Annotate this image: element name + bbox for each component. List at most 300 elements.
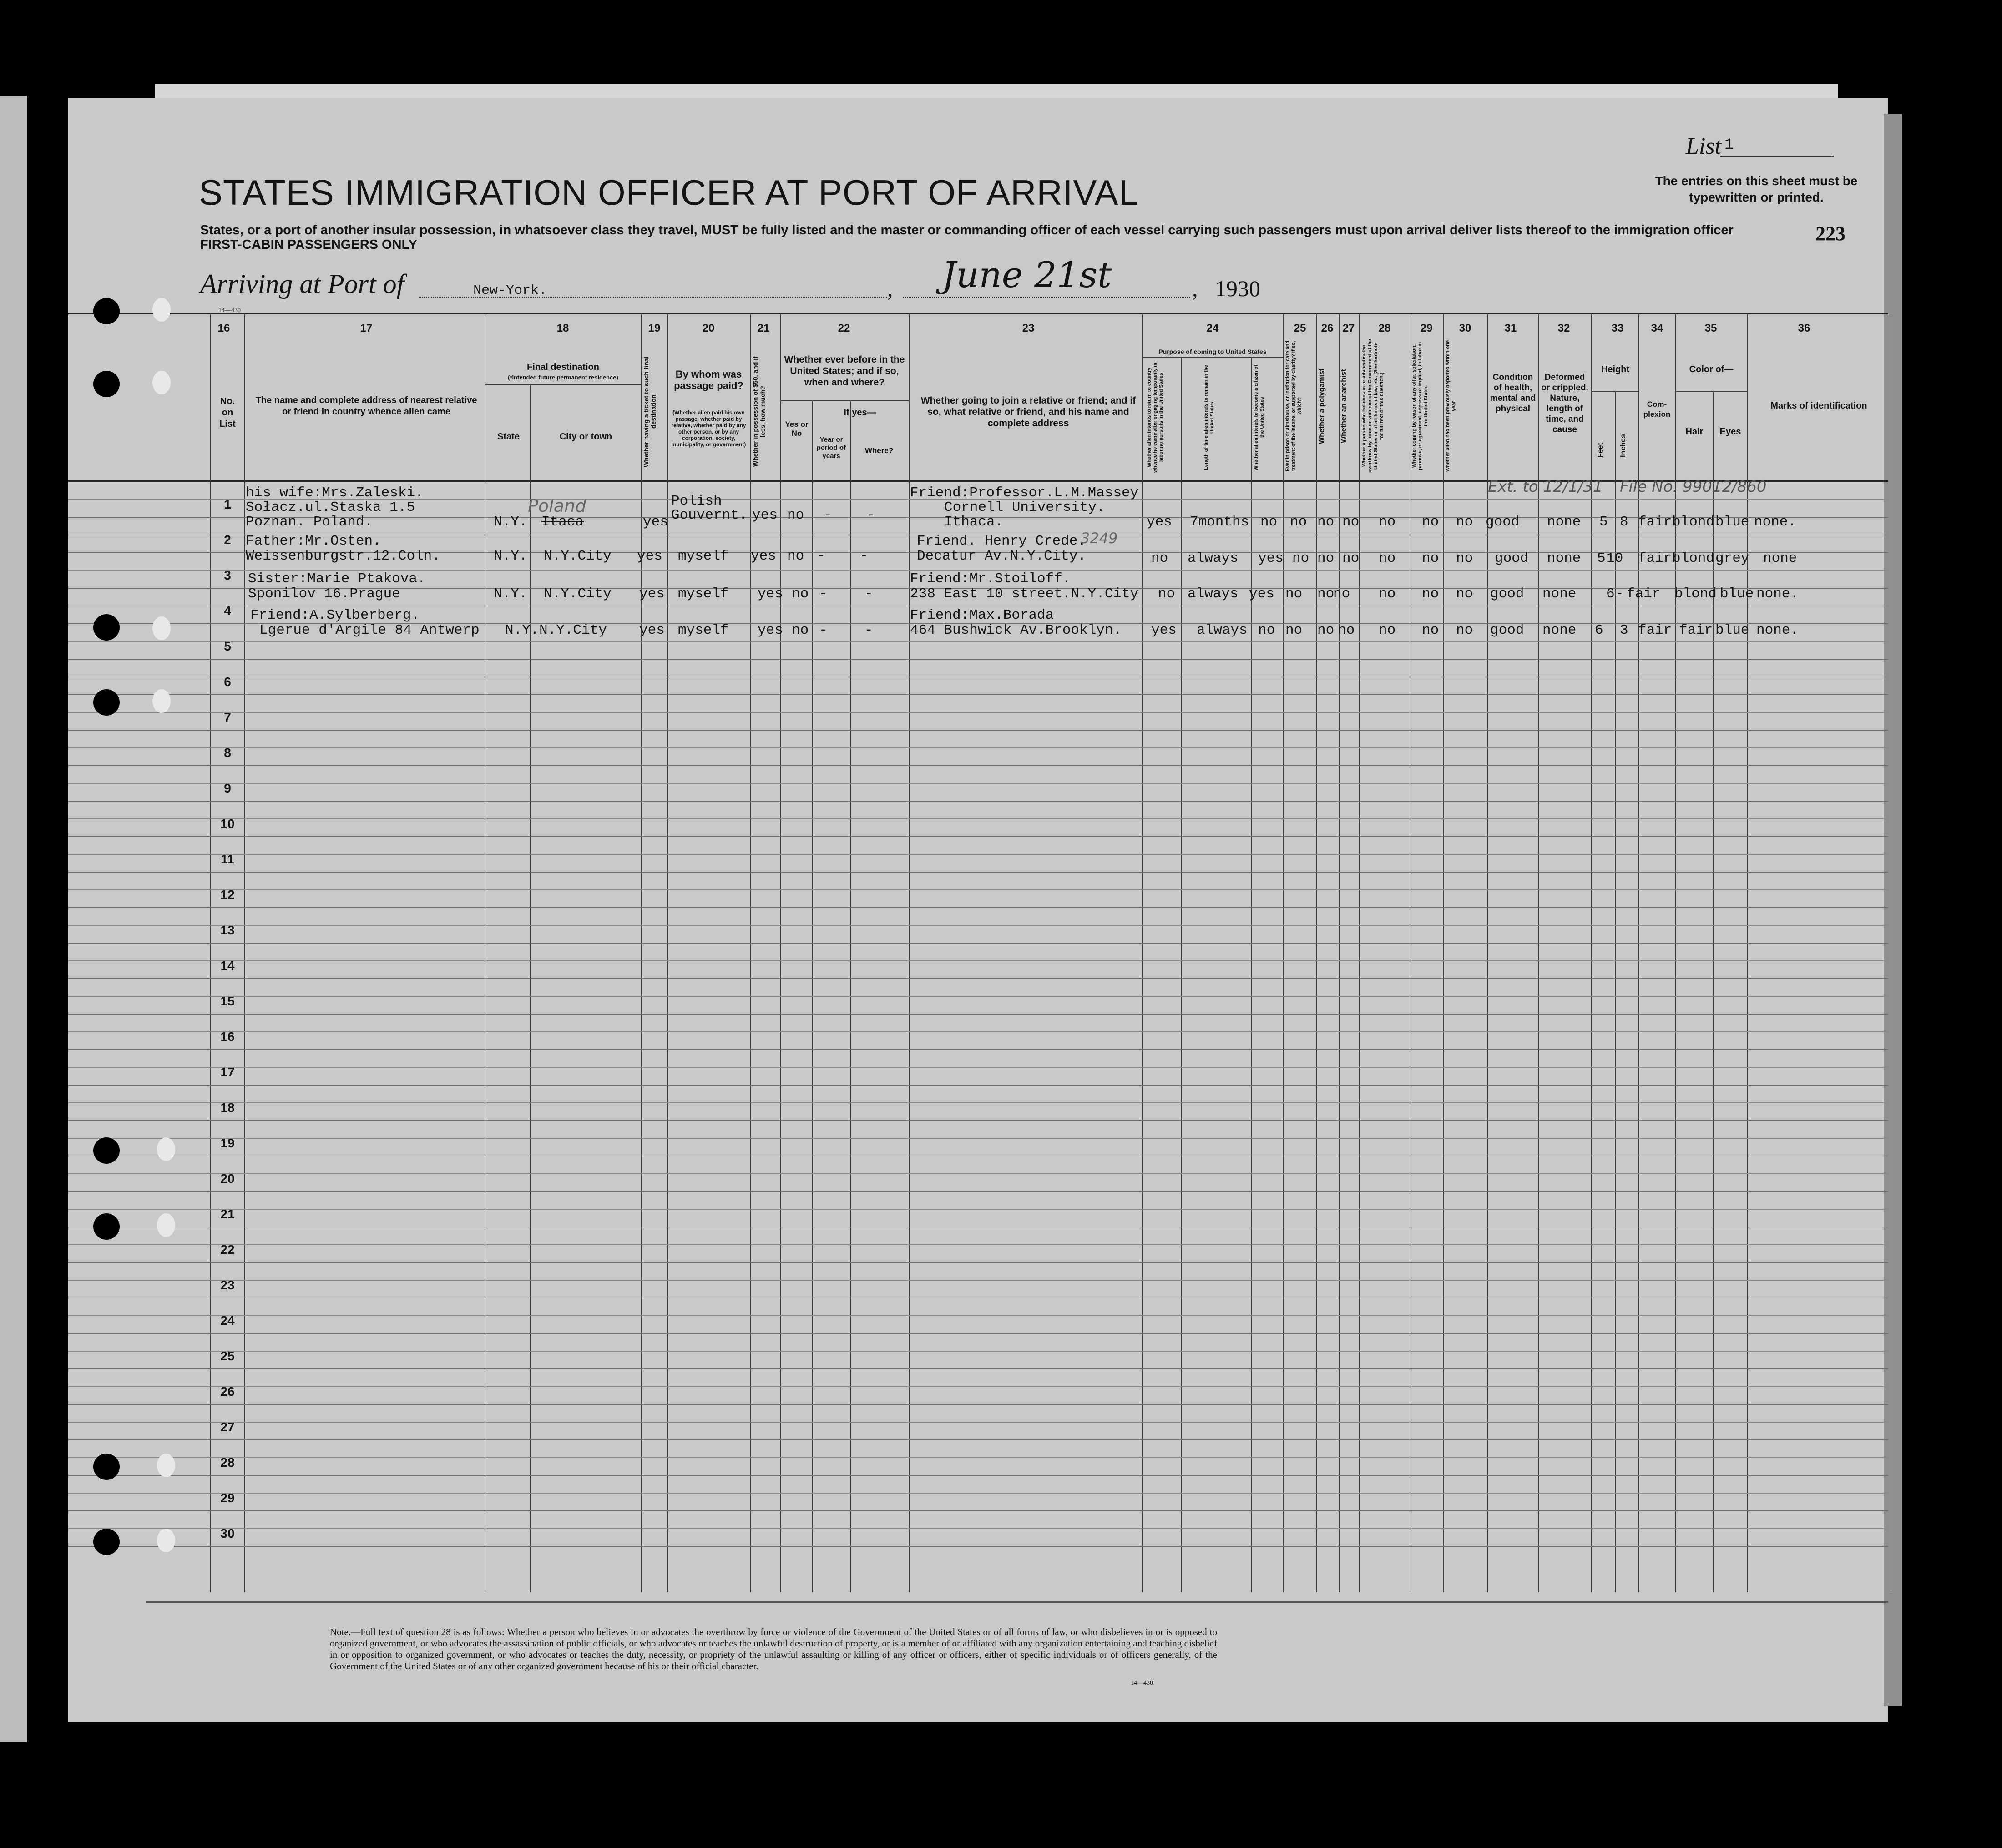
overthrow-value: no (1379, 622, 1396, 638)
row-number: 17 (220, 1065, 235, 1079)
row-number: 30 (220, 1526, 235, 1540)
subheader-rule (1591, 391, 1638, 392)
port-value: New-York. (473, 283, 547, 298)
ticket-value: yes (639, 586, 665, 602)
row-half-rule (68, 854, 1888, 855)
header-contract: Whether coming by reason of any offer, solicitation, promise, or agreement, express or implied, to labor in the United States (1411, 342, 1429, 470)
row-rule (68, 978, 1888, 979)
row-half-rule (68, 818, 1888, 819)
row-number: 3 (224, 568, 231, 582)
row-rule (68, 872, 1888, 873)
complexion-value: fair (1638, 514, 1672, 530)
contract-value: no (1422, 514, 1439, 530)
header-final-destination: Final destination (527, 362, 599, 372)
page-title: STATES IMMIGRATION OFFICER AT PORT OF ARRIVAL (199, 172, 1139, 212)
col-number: 16 (217, 322, 230, 334)
row-rule (68, 1475, 1888, 1476)
col-number: 18 (556, 322, 569, 334)
row-number: 2 (224, 533, 231, 547)
deformed-value: none (1542, 586, 1577, 602)
health-value: good (1486, 514, 1520, 530)
row-number: 25 (220, 1349, 235, 1363)
punch-hole (93, 371, 120, 397)
feet-value: 5 (1597, 550, 1606, 566)
row-number: 12 (220, 888, 235, 902)
purpose-b-value: always (1197, 622, 1248, 638)
adjacent-page-edge (0, 96, 27, 1742)
row-number: 21 (220, 1207, 235, 1221)
header-relative: The name and complete address of nearest relative or friend in country whence alien came (255, 395, 477, 417)
col-number: 35 (1704, 322, 1717, 334)
header-height: Height (1601, 364, 1630, 374)
state-value: N.Y. (505, 622, 539, 638)
header-polygamist: Whether a polygamist (1318, 368, 1326, 444)
header-deported: Whether alien had been previously deported within one year (1445, 340, 1456, 472)
header-ticket: Whether having a ticket to such final destination (642, 356, 657, 467)
column-rule (1142, 314, 1143, 1592)
row-half-rule (68, 1351, 1888, 1352)
punch-hole (93, 1454, 120, 1480)
header-no-on-list: No. on List (219, 396, 236, 429)
complexion-value: fair (1638, 622, 1672, 638)
purpose-c-value: yes (1258, 550, 1284, 566)
before-value: no (792, 586, 809, 602)
comma: , (887, 276, 893, 301)
subheader-rule (485, 384, 641, 385)
date-handwritten: June 21st (942, 255, 1112, 296)
join-line: Friend:Professor.L.M.Massey (910, 485, 1139, 501)
purpose-c-value: no (1258, 622, 1275, 638)
row-rule (68, 1120, 1888, 1121)
col-number: 26 (1321, 322, 1334, 334)
relative-line: Sponilov 16.Prague (248, 586, 400, 602)
feet-value: 6 (1595, 622, 1603, 638)
header-top-rule (68, 313, 1888, 314)
anarchist-value: no (1338, 622, 1355, 638)
header-deformed: Deformed or crippled. Nature, length of time, and cause (1541, 373, 1588, 434)
column-rule (780, 314, 781, 1592)
column-rule (1675, 314, 1676, 1592)
row-rule (68, 907, 1888, 908)
row-half-rule (68, 1493, 1888, 1494)
anarchist-value: no (1342, 550, 1360, 566)
year-value: - (819, 586, 828, 602)
before-value: no (787, 507, 804, 523)
row-number: 22 (220, 1242, 235, 1257)
health-value: good (1490, 622, 1524, 638)
money-value: yes (751, 548, 776, 564)
ticket-value: yes (643, 514, 668, 530)
passage-value: myself (678, 548, 729, 564)
column-rule (1538, 314, 1539, 1592)
column-rule (530, 384, 531, 1592)
deformed-value: none (1547, 514, 1581, 530)
punch-hole (93, 614, 120, 641)
header-anarchist: Whether an anarchist (1340, 369, 1348, 443)
col-number: 31 (1504, 322, 1517, 334)
column-rule (210, 314, 211, 1592)
header-hair: Hair (1685, 427, 1704, 437)
column-rule (1638, 314, 1639, 1592)
inches-value: 10 (1606, 550, 1623, 566)
subtitle: States, or a port of another insular possession, in whatsoever class they travel, MUST be fully listed and the master or commanding officer of each vessel carrying such passengers must upon arrival deliver lists thereof to the immigration officer (200, 223, 1734, 237)
row-number: 14 (220, 959, 235, 973)
header-health: Condition of health, mental and physical (1490, 373, 1536, 414)
row-number: 9 (224, 781, 231, 795)
polygamist-value: no (1317, 550, 1335, 566)
row-half-rule (68, 1102, 1888, 1103)
purpose-c-value: no (1260, 514, 1278, 530)
row-number: 8 (224, 746, 231, 760)
ticket-value: yes (639, 622, 665, 638)
header-inches: Inches (1619, 434, 1627, 458)
row-number: 13 (220, 923, 235, 937)
header-purpose: Purpose of coming to United States (1158, 348, 1267, 355)
row-half-rule (68, 1280, 1888, 1281)
list-number: 1 (1724, 136, 1734, 154)
row-rule (68, 1262, 1888, 1263)
row-number: 28 (220, 1455, 235, 1469)
row-half-rule (68, 783, 1888, 784)
col-number: 21 (757, 322, 770, 334)
punch-hole (157, 1529, 175, 1552)
join-line: Decatur Av.N.Y.City. (917, 548, 1087, 564)
row-half-rule (68, 1138, 1888, 1139)
purpose-a-value: yes (1151, 622, 1177, 638)
state-value: N.Y. (494, 548, 528, 564)
row-rule (68, 659, 1888, 660)
row-rule (68, 694, 1888, 695)
city-handwritten: Poland (528, 496, 586, 516)
deported-value: no (1456, 622, 1473, 638)
row-half-rule (68, 1315, 1888, 1316)
arriving-label: Arriving at Port of (200, 269, 404, 299)
col-number: 20 (702, 322, 715, 334)
eyes-value: blue (1720, 586, 1754, 602)
header-complexion: Com-plexion (1643, 400, 1671, 419)
col-number: 22 (838, 322, 850, 334)
row-half-rule (68, 960, 1888, 961)
row-number: 27 (220, 1420, 235, 1434)
contract-value: no (1422, 550, 1439, 566)
list-label: List (1686, 133, 1722, 159)
row-number: 4 (224, 604, 231, 618)
punch-hole (93, 1213, 120, 1240)
where-value: - (864, 622, 873, 638)
column-rule (1181, 357, 1182, 1592)
subheader-rule (1142, 357, 1283, 358)
row-half-rule (68, 925, 1888, 926)
relative-line: Friend:A.Sylberberg. (250, 607, 420, 623)
inches-value: 3 (1620, 622, 1628, 638)
column-rule (1339, 314, 1340, 1592)
column-rule (1251, 357, 1252, 1592)
join-line: Cornell University. (944, 500, 1105, 515)
year-value: 1930 (1215, 276, 1260, 301)
anarchist-value: no (1333, 586, 1350, 602)
overthrow-value: no (1379, 514, 1396, 530)
paper-right-edge (1884, 114, 1902, 1706)
punch-hole (93, 1137, 120, 1164)
header-passage-note: (Whether alien paid his own passage, whether paid by relative, whether paid by any other person, or by any corporation, society, municipality, or government) (671, 409, 746, 448)
row-half-rule (68, 1528, 1888, 1529)
row-rule (68, 1510, 1888, 1511)
row-number: 18 (220, 1101, 235, 1115)
column-rule (1359, 314, 1360, 1592)
row-half-rule (68, 1244, 1888, 1245)
prison-value: no (1290, 514, 1307, 530)
row-rule (68, 943, 1888, 944)
row-half-rule (68, 996, 1888, 997)
row-number: 11 (221, 852, 234, 866)
relative-line: Sołacz.ul.Staska 1.5 (246, 500, 415, 515)
polygamist-value: no (1317, 622, 1335, 638)
join-handwritten: 3249 (1081, 530, 1118, 547)
contract-value: no (1422, 586, 1439, 602)
prison-value: no (1285, 622, 1303, 638)
row-half-rule (68, 1457, 1888, 1458)
class-line: FIRST-CABIN PASSENGERS ONLY (200, 237, 417, 252)
row-number: 23 (220, 1278, 235, 1292)
join-line: Friend:Max.Borada (910, 607, 1054, 623)
hair-value: blond (1672, 514, 1715, 530)
where-value: - (867, 507, 875, 523)
row-half-rule (68, 1031, 1888, 1032)
col-number: 36 (1798, 322, 1810, 334)
col-number: 25 (1294, 322, 1306, 334)
punch-hole (93, 1529, 120, 1555)
row-number: 1 (224, 497, 231, 511)
list-underline (1720, 156, 1834, 157)
row-number: 26 (220, 1384, 235, 1399)
purpose-a-value: yes (1147, 514, 1172, 530)
state-value: N.Y. (494, 514, 528, 530)
header-join: Whether going to join a relative or friend; and if so, what relative or friend, and his name and complete address (920, 395, 1136, 429)
annotation-extension: Ext. to 12/1/31 (1488, 478, 1603, 496)
row-half-rule (68, 1422, 1888, 1423)
year-value: - (824, 507, 832, 523)
annotation-file-number: File No. 99012/860 (1620, 478, 1767, 496)
row-rule (68, 1085, 1888, 1086)
row-number: 29 (220, 1491, 235, 1505)
deported-value: no (1456, 514, 1473, 530)
col-number: 33 (1611, 322, 1624, 334)
col-number: 27 (1342, 322, 1355, 334)
city-value: N.Y.City (539, 622, 607, 638)
join-line: Friend:Mr.Stoiloff. (910, 571, 1071, 587)
row-number: 15 (220, 994, 235, 1008)
passage-value: Gouvernt. (671, 507, 748, 523)
header-purpose-c: Whether alien intends to become a citizen of the United States (1254, 364, 1265, 470)
join-line: 464 Bushwick Av.Brooklyn. (910, 622, 1122, 638)
col-number: 32 (1557, 322, 1570, 334)
overthrow-value: no (1379, 550, 1396, 566)
header-purpose-a: Whether alien intends to return to country whence he came after engaging temporarily in laboring pursuits in the United States (1147, 362, 1164, 473)
column-rule (1747, 314, 1748, 1592)
punch-hole (152, 371, 171, 394)
purpose-a-value: no (1158, 586, 1175, 602)
column-rule (909, 314, 910, 1592)
punch-hole (157, 1454, 175, 1477)
state-value: N.Y. (494, 586, 528, 602)
row-half-rule (68, 1067, 1888, 1068)
row-number: 16 (220, 1030, 235, 1044)
row-number: 7 (224, 710, 231, 724)
row-half-rule (68, 1173, 1888, 1174)
punch-hole (152, 298, 171, 322)
row-rule (68, 1191, 1888, 1192)
marks-value: none. (1756, 622, 1799, 638)
footer-code: 14—430 (1131, 1680, 1153, 1686)
header-eyes: Eyes (1719, 427, 1741, 437)
row-number: 6 (224, 675, 231, 689)
join-line: 238 East 10 street.N.Y.City (910, 586, 1139, 602)
form-code: 14—430 (218, 307, 241, 314)
complexion-value: fair (1638, 550, 1672, 566)
row-rule (68, 1439, 1888, 1440)
column-rule (1316, 314, 1317, 1592)
row-rule (68, 765, 1888, 766)
year-value: - (819, 622, 828, 638)
punch-hole (152, 689, 171, 713)
hair-value: fair (1679, 622, 1713, 638)
header-year-period: Year or period of years (816, 436, 846, 460)
relative-line: Father:Mr.Osten. (246, 533, 381, 549)
row-rule (68, 730, 1888, 731)
col-number: 29 (1420, 322, 1433, 334)
header-feet: Feet (1597, 443, 1604, 458)
punch-hole (93, 298, 120, 324)
relative-line: Sister:Marie Ptakova. (248, 571, 426, 587)
before-value: no (792, 622, 809, 638)
money-value: yes (752, 507, 778, 523)
column-rule (1283, 314, 1284, 1592)
col-number: 17 (360, 322, 373, 334)
header-money: Whether in possession of $50, and if less, how much? (752, 356, 766, 467)
row-number: 24 (220, 1313, 235, 1328)
city-value: N.Y.City (544, 548, 612, 564)
header-where: Where? (864, 446, 894, 455)
relative-line: his wife:Mrs.Zaleski. (246, 485, 424, 501)
where-value: - (864, 586, 873, 602)
col-number: 23 (1022, 322, 1035, 334)
year-value: - (817, 548, 825, 564)
money-value: yes (758, 622, 783, 638)
passage-value: Polish (671, 493, 722, 509)
header-prison: Ever in prison or almshouse, or institution for care and treatment of the insane, or supported by charity? If so, which? (1285, 340, 1302, 472)
row-number: 19 (220, 1136, 235, 1150)
punch-hole (152, 616, 171, 640)
col-number: 34 (1651, 322, 1663, 334)
deformed-value: none (1547, 550, 1581, 566)
purpose-b-value: always (1188, 586, 1239, 602)
hair-value: blond (1672, 550, 1715, 566)
anarchist-value: no (1342, 514, 1360, 530)
header-overthrow: Whether a person who believes in or advocates the overthrow by force or violence of the Government of the United States or of all forms of law, etc. (See footnote for full text of this question.) (1361, 339, 1385, 473)
header-passage: By whom was passage paid? (674, 369, 743, 391)
prison-value: no (1285, 586, 1303, 602)
col-number: 24 (1206, 322, 1219, 334)
row-rule (68, 1404, 1888, 1405)
col-number: 28 (1378, 322, 1391, 334)
row-rule (68, 1546, 1888, 1547)
inches-value: - (1615, 586, 1624, 602)
punch-hole (157, 1137, 175, 1161)
header-purpose-b: Length of time alien intends to remain in the United States (1203, 364, 1215, 470)
sheet-number: 223 (1815, 222, 1845, 245)
deported-value: no (1456, 550, 1473, 566)
header-final-destination-note: (*Intended future permanent residence) (508, 374, 618, 381)
header-marks: Marks of identification (1770, 401, 1867, 411)
deported-value: no (1456, 586, 1473, 602)
marks-value: none (1763, 550, 1797, 566)
header-color-of: Color of— (1689, 364, 1734, 374)
row-half-rule (68, 712, 1888, 713)
row-number: 10 (220, 817, 235, 831)
row-rule (68, 836, 1888, 837)
deformed-value: none (1542, 622, 1577, 638)
join-line: Ithaca. (944, 514, 1004, 530)
prison-value: no (1292, 550, 1309, 566)
row-half-rule (68, 641, 1888, 642)
row-number: 5 (224, 639, 231, 653)
subheader-rule (1675, 391, 1747, 392)
contract-value: no (1422, 622, 1439, 638)
eyes-value: blue (1715, 622, 1749, 638)
row-half-rule (68, 747, 1888, 748)
header-city: City or town (559, 432, 612, 442)
feet-value: 5 (1599, 514, 1608, 530)
comma: , (1192, 276, 1198, 301)
column-rule (1443, 314, 1444, 1592)
col-number: 30 (1459, 322, 1471, 334)
row-rule (68, 1368, 1888, 1369)
complexion-value: fair (1627, 586, 1661, 602)
footer-rule (146, 1601, 1888, 1603)
purpose-a-value: no (1151, 550, 1168, 566)
inches-value: 8 (1620, 514, 1628, 530)
row-rule (68, 1049, 1888, 1050)
purpose-b-value: always (1188, 550, 1239, 566)
feet-value: 6 (1606, 586, 1615, 602)
column-rule (641, 314, 642, 1592)
row-rule (68, 1333, 1888, 1334)
hair-value: blond (1674, 586, 1717, 602)
polygamist-value: no (1317, 514, 1335, 530)
column-rule (1615, 391, 1616, 1592)
footnote: Note.—Full text of question 28 is as follows: Whether a person who believes in or advocates the overthrow by force or violence of the Government of the United States or of all forms of law, or who disbelieves in or is opposed to organized government, or who advocates the assassination of public officials, or who advocates or teaches the unlawful destruction of property, or is a member of or affiliated with any organization entertaining and teaching disbelief in or opposition to organized government, or who advocates or teaches the duty, necessity, or propriety of the unlawful assaulting or killing of any officer or officers, either of specific individuals or of officers generally, of the Government of the United States or of any other organized government because of his or their official character. (330, 1626, 1217, 1671)
city-value: N.Y.City (544, 586, 612, 602)
relative-line: Poznan. Poland. (246, 514, 373, 530)
passage-value: myself (678, 622, 729, 638)
header-before: Whether ever before in the United States; and if so, when and where? (784, 354, 905, 388)
join-line: Friend. Henry Crede. (917, 533, 1087, 549)
eyes-value: blue (1715, 514, 1749, 530)
eyes-value: grey (1715, 550, 1749, 566)
passage-value: myself (678, 586, 729, 602)
col-number: 19 (648, 322, 661, 334)
polygamist-value: no (1317, 586, 1335, 602)
purpose-b-value: 7months (1190, 514, 1249, 530)
marks-value: none. (1756, 586, 1799, 602)
relative-line: Lgerue d'Argile 84 Antwerp (259, 622, 480, 638)
column-rule (1487, 314, 1488, 1592)
overthrow-value: no (1379, 586, 1396, 602)
row-rule (68, 801, 1888, 802)
subheader-rule (780, 400, 909, 401)
column-rule (1591, 314, 1592, 1592)
column-rule (667, 314, 668, 1592)
